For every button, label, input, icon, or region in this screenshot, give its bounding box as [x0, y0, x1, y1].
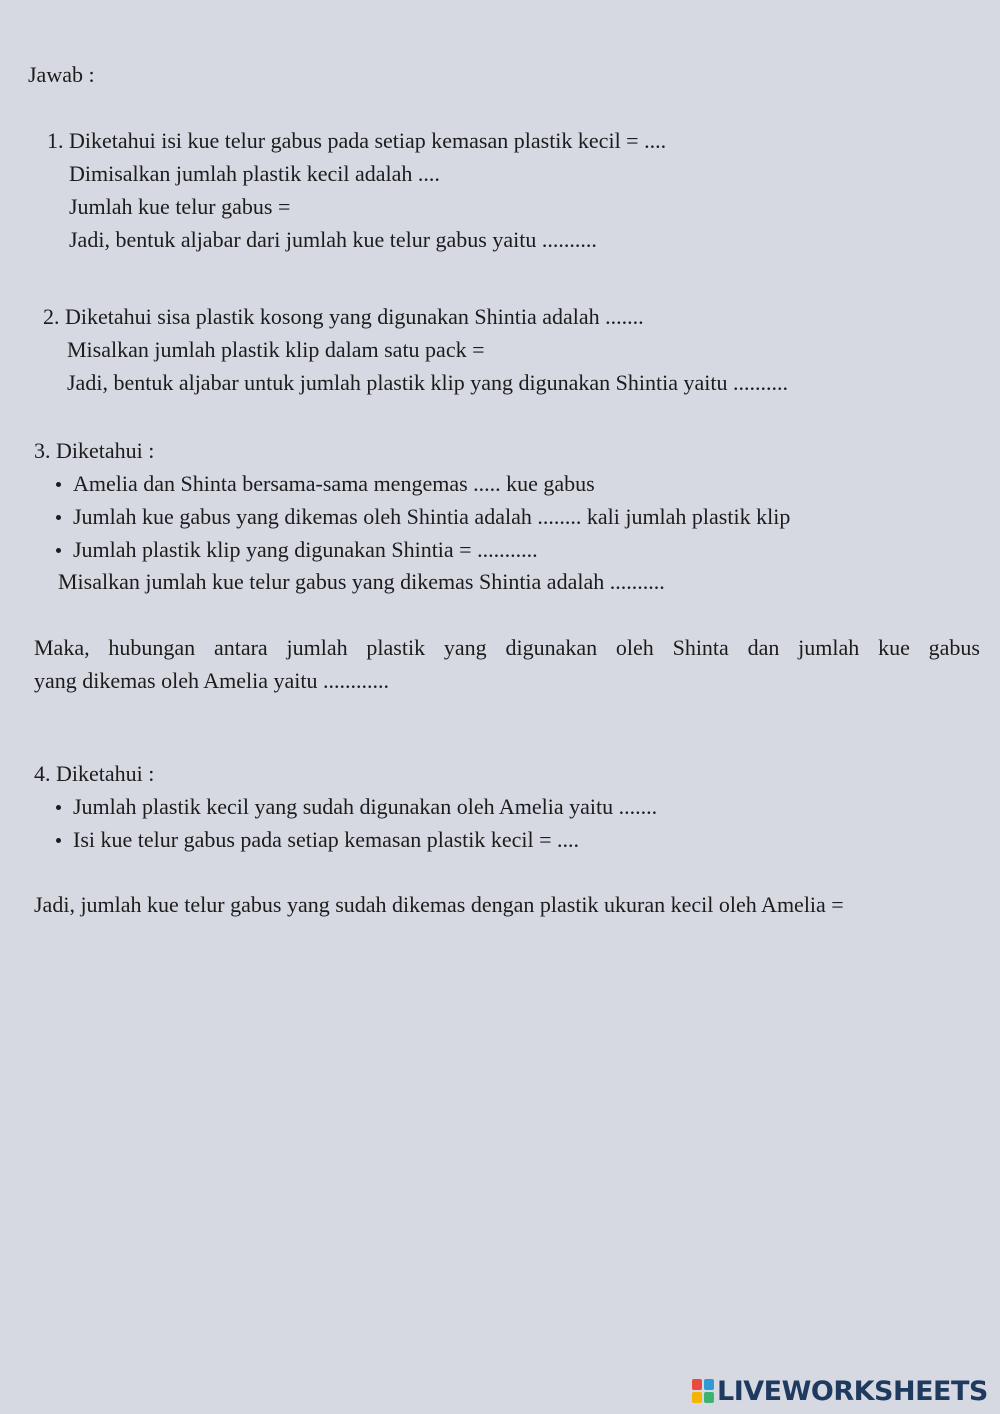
answer-heading: Jawab : [28, 62, 95, 87]
liveworksheets-brand[interactable] [692, 1374, 988, 1408]
q1-line-1: Diketahui isi kue telur gabus pada setiap kemasan plastik kecil = .... [69, 128, 667, 153]
logo-tile [692, 1379, 702, 1390]
logo-tile [704, 1392, 714, 1403]
bullet-icon [56, 805, 61, 810]
q1-number: 1. [47, 128, 64, 153]
q4-conclusion: Jadi, jumlah kue telur gabus yang sudah dikemas dengan plastik ukuran kecil oleh Amelia = [34, 892, 844, 917]
q4-title: 4. Diketahui : [34, 761, 155, 786]
q3-conclusion-line-1: Maka, hubungan antara jumlah plastik yang digunakan oleh Shinta dan jumlah kue gabus [34, 635, 980, 660]
q3-note: Misalkan jumlah kue telur gabus yang dikemas Shintia adalah .......... [58, 569, 665, 594]
q4-bullet-2: Isi kue telur gabus pada setiap kemasan plastik kecil = .... [73, 827, 580, 852]
bullet-icon [56, 515, 61, 520]
q3-bullet-1: Amelia dan Shinta bersama-sama mengemas ..... kue gabus [73, 471, 595, 496]
q3-bullet-3: Jumlah plastik klip yang digunakan Shintia = ........... [73, 537, 538, 562]
liveworksheets-logo-icon [692, 1379, 714, 1403]
logo-tile [692, 1392, 702, 1403]
q2-line-3: Jadi, bentuk aljabar untuk jumlah plastik klip yang digunakan Shintia yaitu .......... [67, 370, 788, 395]
logo-tile [704, 1379, 714, 1390]
bullet-icon [56, 838, 61, 843]
q2-line-2: Misalkan jumlah plastik klip dalam satu pack = [67, 337, 485, 362]
q1-line-2: Dimisalkan jumlah plastik kecil adalah .... [69, 161, 440, 186]
bullet-icon [56, 482, 61, 487]
q2-line-1: 2. Diketahui sisa plastik kosong yang digunakan Shintia adalah ....... [43, 304, 644, 329]
q3-title: 3. Diketahui : [34, 438, 155, 463]
q3-conclusion-line-2: yang dikemas oleh Amelia yaitu ............ [34, 668, 389, 693]
bullet-icon [56, 548, 61, 553]
q3-bullet-2: Jumlah kue gabus yang dikemas oleh Shintia adalah ........ kali jumlah plastik klip [73, 504, 791, 529]
q4-bullet-1: Jumlah plastik kecil yang sudah digunakan oleh Amelia yaitu ....... [73, 794, 658, 819]
q1-line-3: Jumlah kue telur gabus = [69, 194, 291, 219]
q1-line-4: Jadi, bentuk aljabar dari jumlah kue telur gabus yaitu .......... [69, 227, 597, 252]
brand-name: LIVEWORKSHEETS [717, 1375, 988, 1407]
